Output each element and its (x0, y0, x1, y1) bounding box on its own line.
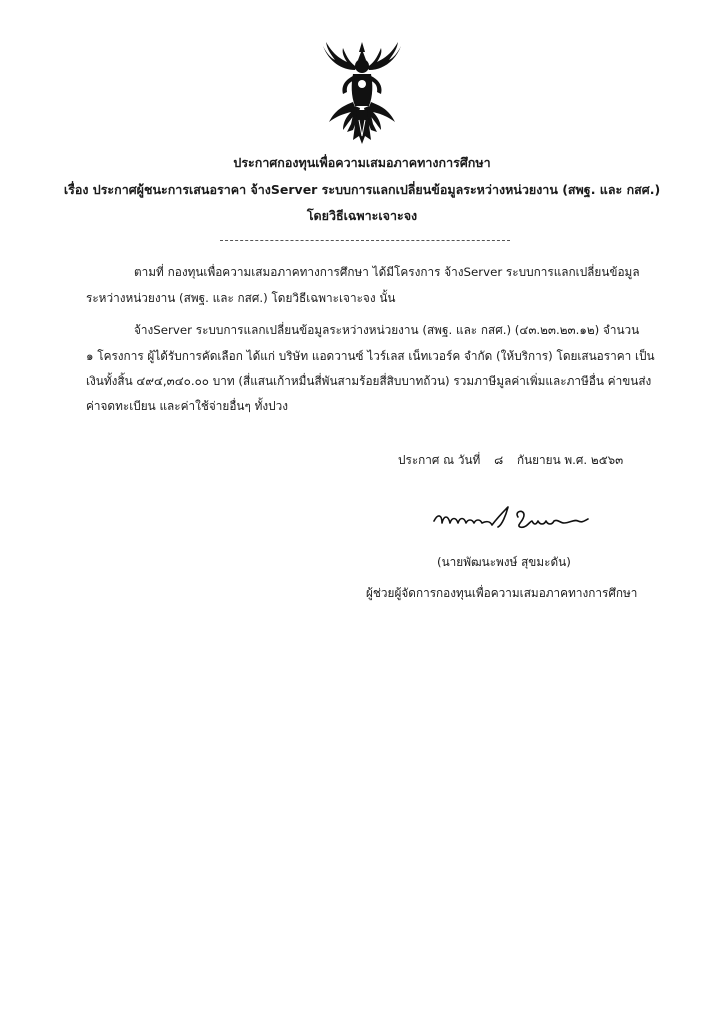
garuda-emblem (317, 40, 407, 146)
announcement-subject: เรื่อง ประกาศผู้ชนะการเสนอราคา จ้างServer ระบบการแลกเปลี่ยนข้อมูลระหว่างหน่วยงาน (สพฐ. และ กสศ.) (63, 182, 661, 197)
announcement-title: ประกาศกองทุนเพื่อความเสมอภาคทางการศึกษา (233, 155, 491, 170)
date-prefix: ประกาศ ณ วันที่ (398, 453, 481, 467)
signatory-position: ผู้ช่วยผู้จัดการกองทุนเพื่อความเสมอภาคทางการศึกษา (366, 586, 638, 600)
paragraph-2-line-1: จ้างServer ระบบการแลกเปลี่ยนข้อมูลระหว่างหน่วยงาน (สพฐ. และ กสศ.) (๔๓.๒๓.๒๓.๑๒) จำนวน (134, 323, 640, 337)
handwritten-signature (432, 503, 602, 533)
paragraph-2-line-3: เงินทั้งสิ้น ๔๙๔,๓๔๐.๐๐ บาท (สี่แสนเก้าหมื่นสี่พันสามร้อยสี่สิบบาทถ้วน) รวมภาษีมูลค่าเพิ่มและภาษีอื่น ค่าขนส่ง (86, 374, 652, 388)
paragraph-2-line-4: ค่าจดทะเบียน และค่าใช้จ่ายอื่นๆ ทั้งปวง (86, 399, 288, 413)
procurement-method: โดยวิธีเฉพาะเจาะจง (306, 208, 418, 223)
separator-line (220, 240, 510, 241)
announcement-date (398, 451, 623, 470)
date-day: ๘ (494, 453, 504, 467)
paragraph-1-line-1: ตามที่ กองทุนเพื่อความเสมอภาคทางการศึกษา ได้มีโครงการ จ้างServer ระบบการแลกเปลี่ยนข้อมูล (134, 265, 640, 279)
paragraph-2-line-2: ๑ โครงการ ผู้ได้รับการคัดเลือก ได้แก่ บริษัท แอดวานซ์ ไวร์เลส เน็ทเวอร์ค จำกัด (ให้บริการ) โดยเสนอราคา เป็น (86, 349, 655, 363)
date-month-year: กันยายน พ.ศ. ๒๕๖๓ (516, 453, 624, 467)
signatory-name: (นายพัฒนะพงษ์ สุขมะดัน) (437, 555, 571, 569)
paragraph-1-line-2: ระหว่างหน่วยงาน (สพฐ. และ กสศ.) โดยวิธีเฉพาะเจาะจง นั้น (86, 291, 396, 305)
